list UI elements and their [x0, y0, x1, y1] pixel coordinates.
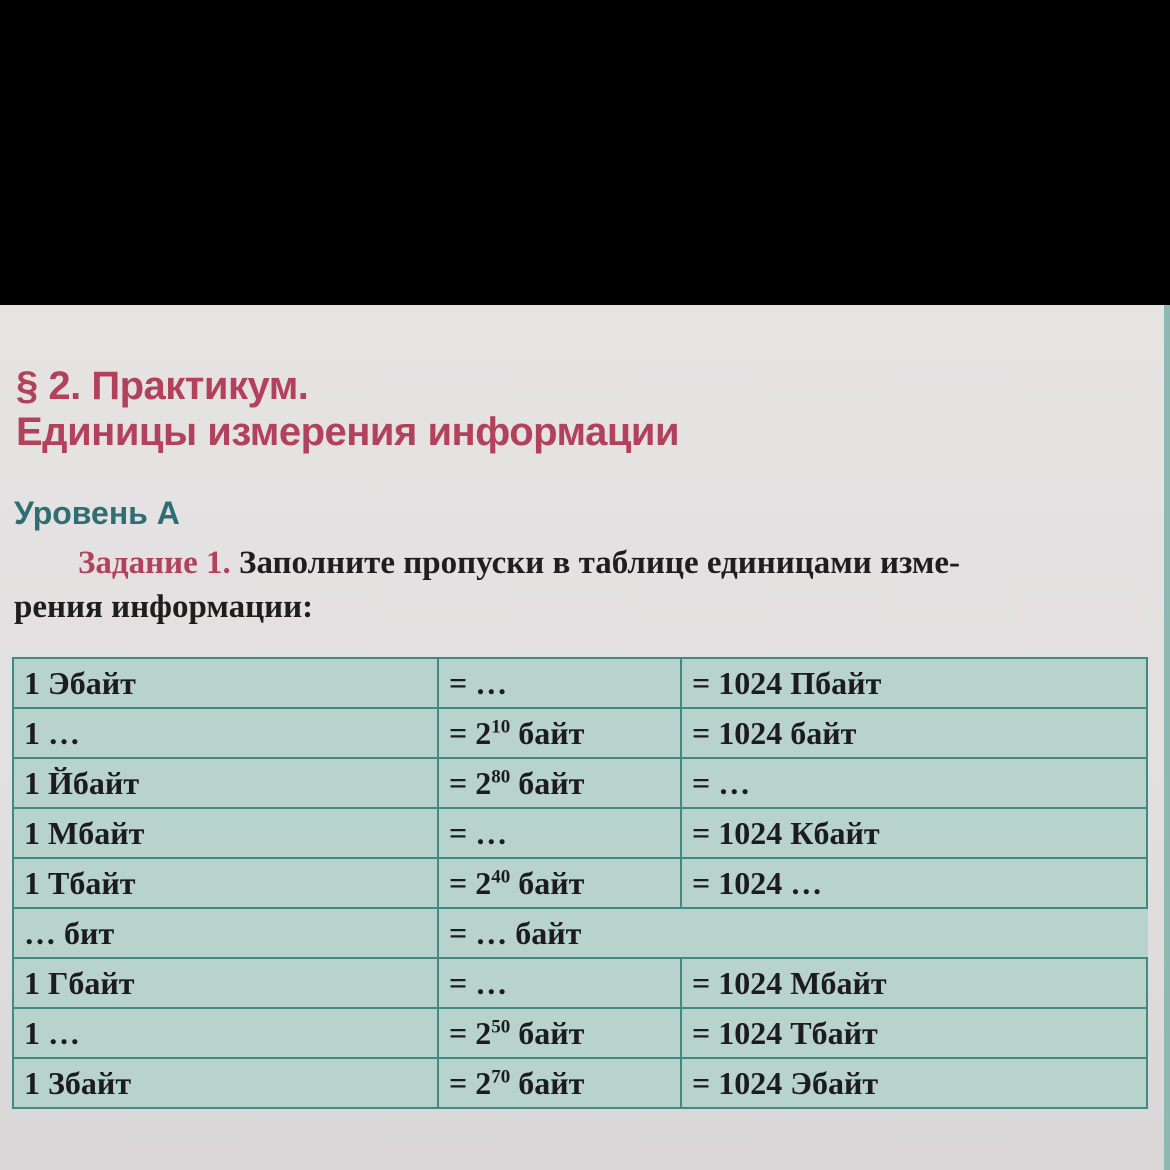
table-cell: = 1024 … [681, 858, 1147, 908]
cell-text: байт [510, 714, 585, 751]
table-cell: = 1024 Тбайт [681, 1008, 1147, 1058]
task-label: Задание 1. [78, 545, 231, 581]
table-cell: = 1024 байт [681, 708, 1147, 758]
exponent: 40 [491, 865, 511, 887]
table-cell [438, 758, 681, 808]
table-cell: 1 Мбайт [13, 808, 438, 858]
table-cell: = … [681, 758, 1147, 808]
cell-text: байт [510, 864, 585, 901]
table-cell: = … [438, 808, 681, 858]
units-table [12, 657, 1148, 1109]
cell-text: байт [510, 1014, 585, 1051]
page-edge [1164, 305, 1170, 1170]
table-cell: = 1024 Эбайт [681, 1058, 1147, 1108]
table-row [13, 808, 1147, 858]
table-cell: = … байт [438, 908, 1147, 958]
table-cell: 1 Эбайт [13, 658, 438, 708]
table-row [13, 908, 1147, 958]
task-paragraph [14, 541, 1154, 629]
table-cell: 1 Гбайт [13, 958, 438, 1008]
task-text-1: Заполните пропуски в таблице единицами изме- [239, 545, 960, 581]
table-row [13, 708, 1147, 758]
table-cell [438, 1058, 681, 1108]
table-cell: 1 … [13, 1008, 438, 1058]
table-cell [438, 858, 681, 908]
units-table-wrapper [12, 657, 1146, 1109]
cell-text: = 2 [449, 864, 492, 901]
cell-text: = 2 [449, 1014, 492, 1051]
title-line-2: Единицы измерения информации [16, 410, 680, 454]
exponent: 70 [491, 1065, 511, 1087]
title-line-1: § 2. Практикум. [16, 364, 309, 408]
table-cell: … бит [13, 908, 438, 958]
table-cell: = 1024 Кбайт [681, 808, 1147, 858]
cell-text: = 2 [449, 714, 492, 751]
level-heading: Уровень А [14, 495, 180, 531]
table-cell: 1 Йбайт [13, 758, 438, 808]
table-row [13, 1008, 1147, 1058]
exponent: 50 [491, 1015, 511, 1037]
table-row [13, 1058, 1147, 1108]
table-cell: = … [438, 958, 681, 1008]
task-text-2: рения информации: [14, 589, 314, 625]
cell-text: = 2 [449, 764, 492, 801]
table-cell: 1 … [13, 708, 438, 758]
cell-text: байт [510, 764, 585, 801]
table-row [13, 758, 1147, 808]
exponent: 10 [491, 715, 511, 737]
exponent: 80 [491, 765, 511, 787]
table-cell: = 1024 Пбайт [681, 658, 1147, 708]
table-cell: = 1024 Мбайт [681, 958, 1147, 1008]
cell-text: = 2 [449, 1064, 492, 1101]
table-row [13, 958, 1147, 1008]
cell-text: байт [510, 1064, 585, 1101]
table-cell [438, 708, 681, 758]
table-row [13, 858, 1147, 908]
table-cell [438, 1008, 681, 1058]
table-cell: 1 Збайт [13, 1058, 438, 1108]
table-cell: 1 Тбайт [13, 858, 438, 908]
table-cell: = … [438, 658, 681, 708]
textbook-page [0, 305, 1170, 1170]
page-title [16, 363, 679, 455]
table-row [13, 658, 1147, 708]
